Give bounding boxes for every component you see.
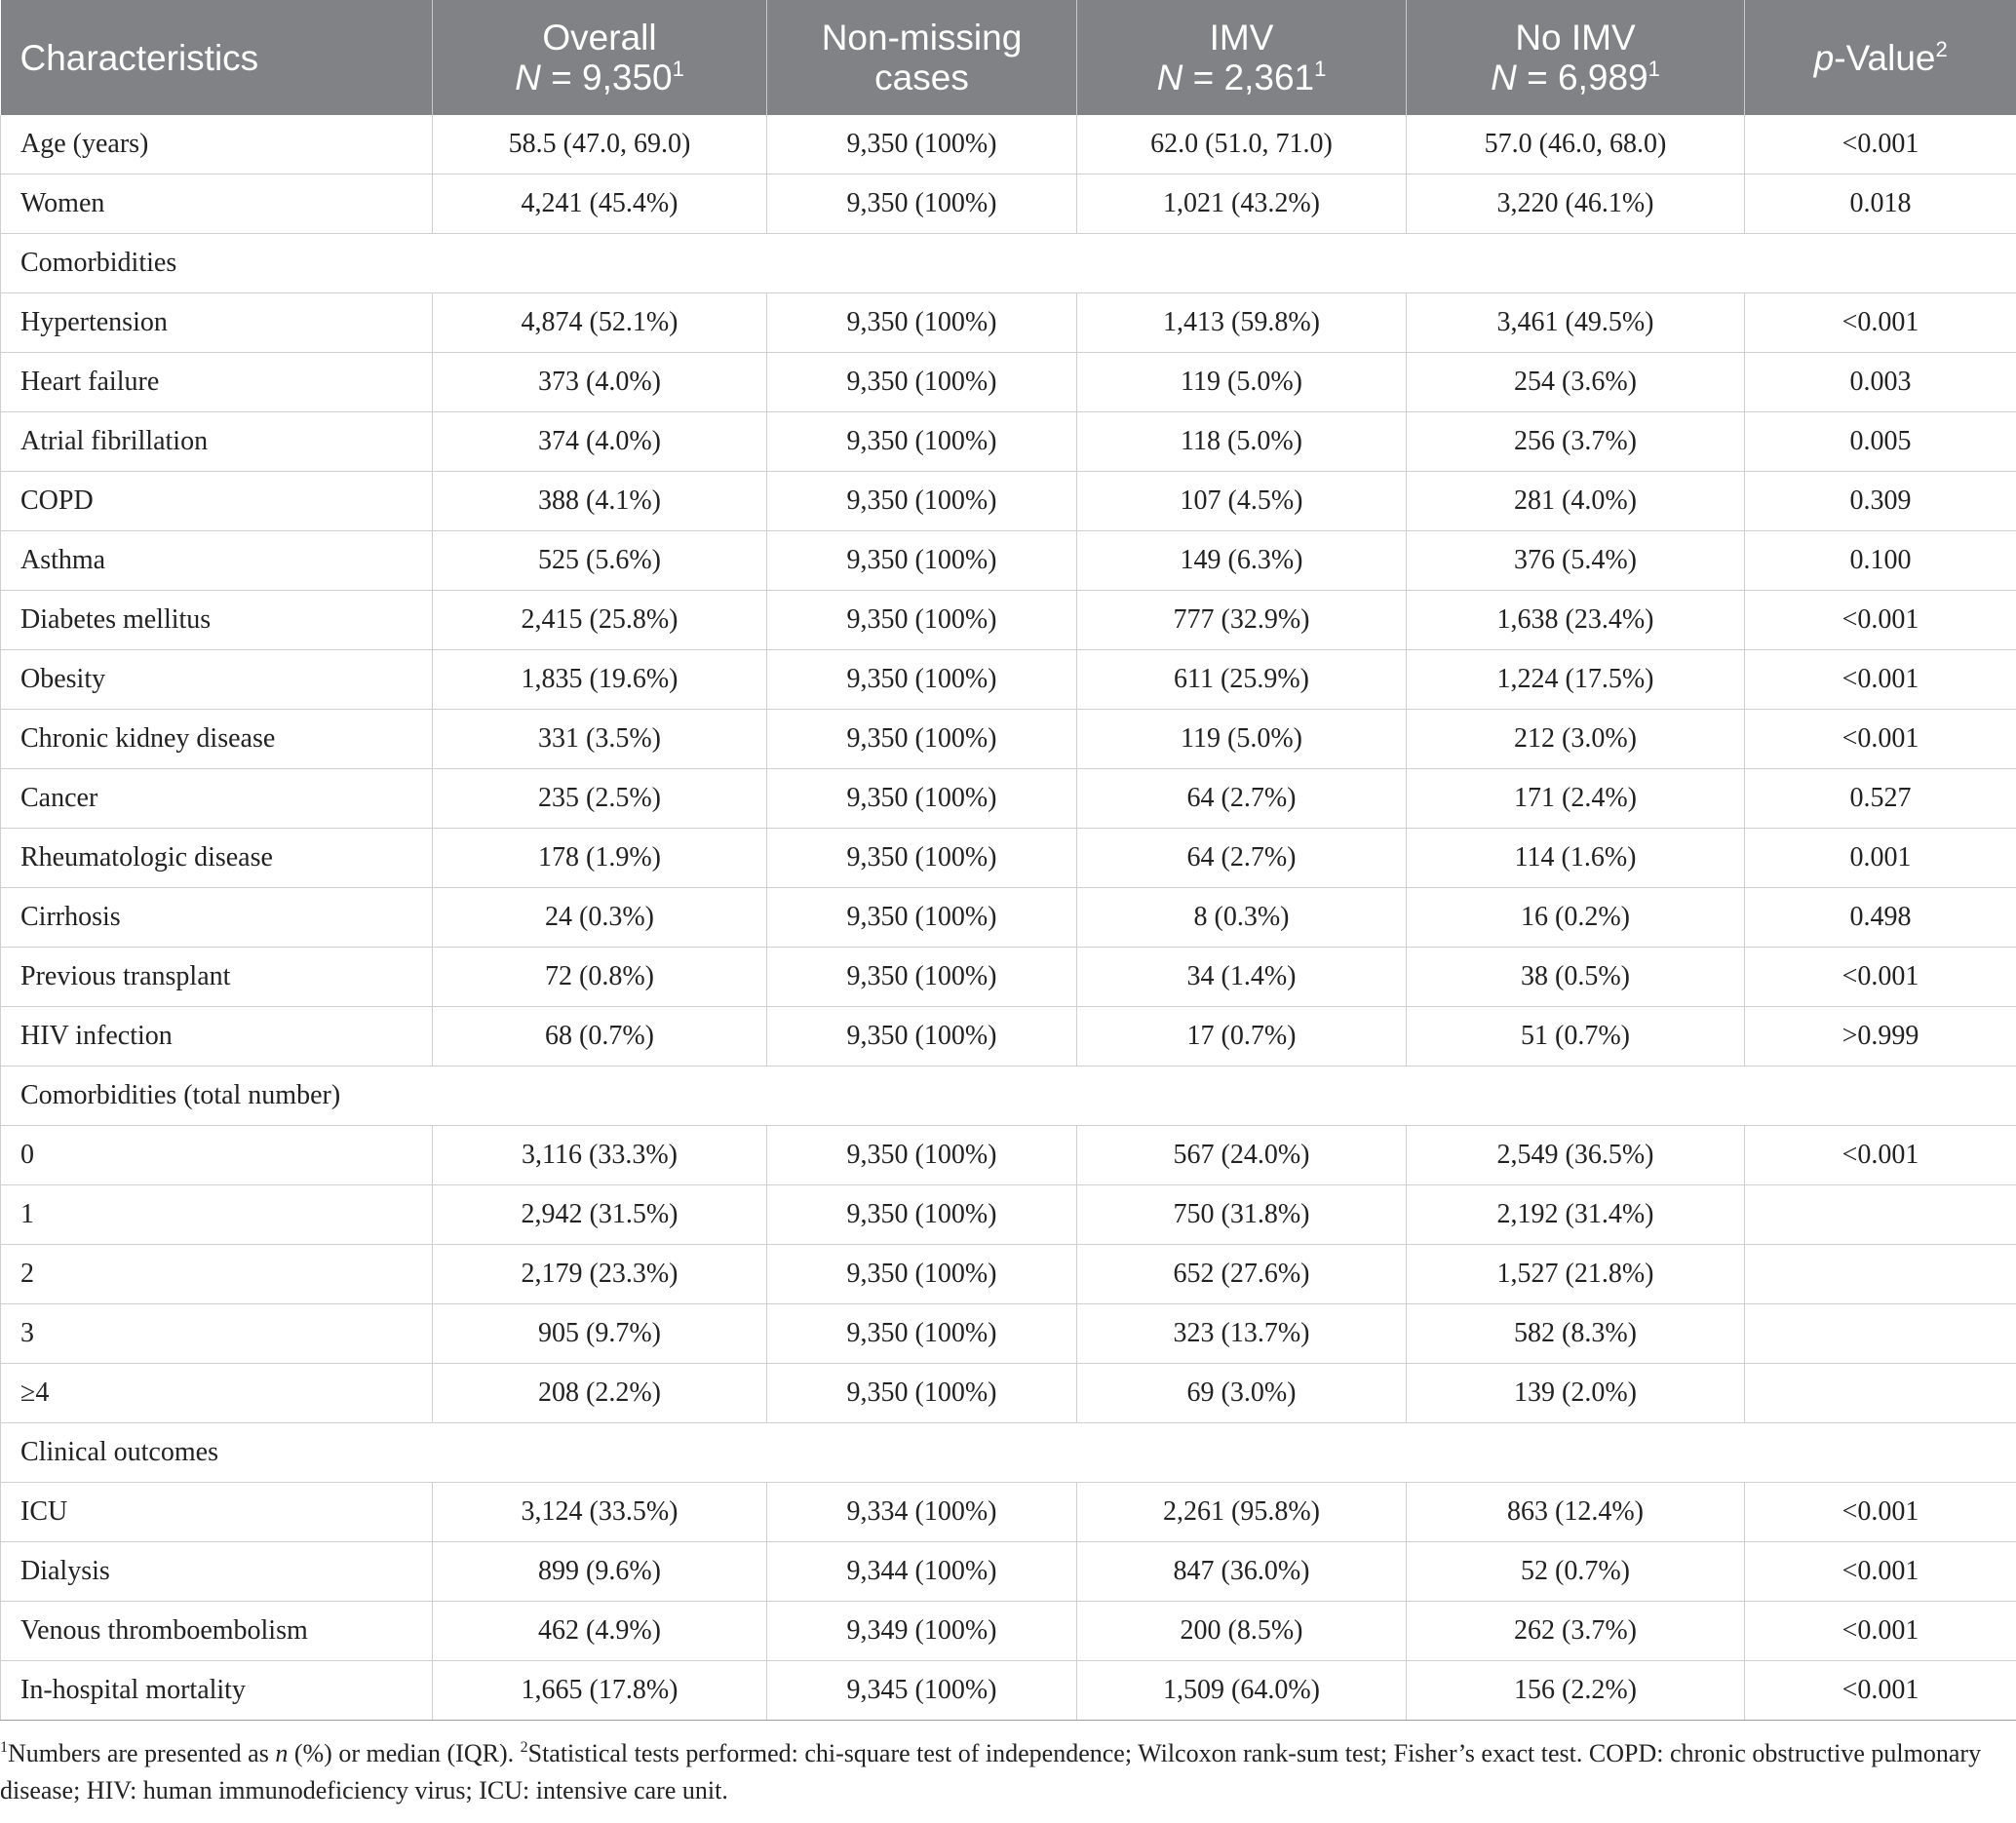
table-footnote xyxy=(0,1735,2008,1809)
row-label: In-hospital mortality xyxy=(1,1661,433,1721)
cell-pvalue: 0.309 xyxy=(1745,472,2016,531)
table-row xyxy=(1,769,2016,829)
cell-overall: 68 (0.7%) xyxy=(433,1007,767,1067)
cell-imv: 8 (0.3%) xyxy=(1077,888,1407,948)
cell-nonmissing: 9,350 (100%) xyxy=(767,650,1077,710)
row-label: Atrial fibrillation xyxy=(1,412,433,472)
cell-no-imv: 1,527 (21.8%) xyxy=(1407,1245,1745,1304)
table-row xyxy=(1,710,2016,769)
row-label: ≥4 xyxy=(1,1364,433,1423)
cell-nonmissing: 9,350 (100%) xyxy=(767,1126,1077,1185)
footnote-italic-n: n xyxy=(275,1739,289,1767)
cell-pvalue: 0.100 xyxy=(1745,531,2016,591)
cell-no-imv: 16 (0.2%) xyxy=(1407,888,1745,948)
cell-overall: 24 (0.3%) xyxy=(433,888,767,948)
cell-overall: 4,874 (52.1%) xyxy=(433,293,767,353)
row-label: 2 xyxy=(1,1245,433,1304)
cell-pvalue: 0.003 xyxy=(1745,353,2016,412)
cell-pvalue: 0.498 xyxy=(1745,888,2016,948)
table-row xyxy=(1,1245,2016,1304)
cell-imv: 750 (31.8%) xyxy=(1077,1185,1407,1245)
cell-nonmissing: 9,350 (100%) xyxy=(767,353,1077,412)
cell-nonmissing: 9,350 (100%) xyxy=(767,1304,1077,1364)
cell-pvalue: <0.001 xyxy=(1745,293,2016,353)
cell-no-imv: 57.0 (46.0, 68.0) xyxy=(1407,115,1745,175)
cell-overall: 178 (1.9%) xyxy=(433,829,767,888)
row-label: ICU xyxy=(1,1483,433,1542)
section-row xyxy=(1,1423,2016,1483)
cell-overall: 3,124 (33.5%) xyxy=(433,1483,767,1542)
table-row xyxy=(1,1007,2016,1067)
table-row xyxy=(1,175,2016,234)
cell-nonmissing: 9,344 (100%) xyxy=(767,1542,1077,1602)
row-label: Women xyxy=(1,175,433,234)
cell-no-imv: 376 (5.4%) xyxy=(1407,531,1745,591)
cell-imv: 1,509 (64.0%) xyxy=(1077,1661,1407,1721)
cell-nonmissing: 9,349 (100%) xyxy=(767,1602,1077,1661)
footnote-marker-2: 2 xyxy=(520,1739,528,1756)
cell-imv: 611 (25.9%) xyxy=(1077,650,1407,710)
row-label: Previous transplant xyxy=(1,948,433,1007)
table-row xyxy=(1,948,2016,1007)
cell-pvalue: 0.005 xyxy=(1745,412,2016,472)
cell-nonmissing: 9,350 (100%) xyxy=(767,948,1077,1007)
cell-no-imv: 281 (4.0%) xyxy=(1407,472,1745,531)
cell-overall: 2,415 (25.8%) xyxy=(433,591,767,650)
row-label: Diabetes mellitus xyxy=(1,591,433,650)
cell-no-imv: 51 (0.7%) xyxy=(1407,1007,1745,1067)
cell-imv: 777 (32.9%) xyxy=(1077,591,1407,650)
section-label: Clinical outcomes xyxy=(1,1423,2016,1483)
cell-pvalue xyxy=(1745,1364,2016,1423)
cell-pvalue: 0.527 xyxy=(1745,769,2016,829)
footnote-text-3: Statistical tests performed: chi-square test of independence; Wilcoxon rank-sum test; Fisher’s exact test. COPD: chronic obstructive pulmonary disease; HIV: human immunodeficiency virus; ICU: intensive care unit. xyxy=(0,1739,1982,1804)
cell-no-imv: 52 (0.7%) xyxy=(1407,1542,1745,1602)
cell-pvalue xyxy=(1745,1245,2016,1304)
cell-overall: 388 (4.1%) xyxy=(433,472,767,531)
row-label: Dialysis xyxy=(1,1542,433,1602)
table-row xyxy=(1,472,2016,531)
row-label: HIV infection xyxy=(1,1007,433,1067)
cell-pvalue: >0.999 xyxy=(1745,1007,2016,1067)
cell-no-imv: 2,192 (31.4%) xyxy=(1407,1185,1745,1245)
footnote-text-1: Numbers are presented as xyxy=(8,1739,276,1767)
cell-nonmissing: 9,350 (100%) xyxy=(767,829,1077,888)
cell-overall: 2,179 (23.3%) xyxy=(433,1245,767,1304)
cell-nonmissing: 9,350 (100%) xyxy=(767,412,1077,472)
row-label: Cirrhosis xyxy=(1,888,433,948)
cell-nonmissing: 9,345 (100%) xyxy=(767,1661,1077,1721)
cell-overall: 899 (9.6%) xyxy=(433,1542,767,1602)
cell-imv: 64 (2.7%) xyxy=(1077,769,1407,829)
cell-overall: 331 (3.5%) xyxy=(433,710,767,769)
cell-imv: 652 (27.6%) xyxy=(1077,1245,1407,1304)
table-row xyxy=(1,1304,2016,1364)
cell-overall: 208 (2.2%) xyxy=(433,1364,767,1423)
cell-nonmissing: 9,350 (100%) xyxy=(767,293,1077,353)
table-row xyxy=(1,293,2016,353)
table-row xyxy=(1,1126,2016,1185)
cell-no-imv: 3,461 (49.5%) xyxy=(1407,293,1745,353)
cell-imv: 17 (0.7%) xyxy=(1077,1007,1407,1067)
cell-imv: 69 (3.0%) xyxy=(1077,1364,1407,1423)
cell-pvalue: <0.001 xyxy=(1745,1602,2016,1661)
cell-nonmissing: 9,350 (100%) xyxy=(767,1364,1077,1423)
table-row xyxy=(1,829,2016,888)
table-row xyxy=(1,1364,2016,1423)
footnote-marker-1: 1 xyxy=(0,1739,8,1756)
cell-no-imv: 863 (12.4%) xyxy=(1407,1483,1745,1542)
cell-no-imv: 3,220 (46.1%) xyxy=(1407,175,1745,234)
cell-imv: 1,021 (43.2%) xyxy=(1077,175,1407,234)
col-header-overall: Overall $N = 9,350^1$ xyxy=(433,0,767,115)
cell-pvalue xyxy=(1745,1185,2016,1245)
col-header-no-imv: No IMV $N = 6,989^1$ xyxy=(1407,0,1745,115)
cell-overall: 1,835 (19.6%) xyxy=(433,650,767,710)
row-label: COPD xyxy=(1,472,433,531)
table-row xyxy=(1,888,2016,948)
cell-no-imv: 1,638 (23.4%) xyxy=(1407,591,1745,650)
row-label: Age (years) xyxy=(1,115,433,175)
cell-pvalue: <0.001 xyxy=(1745,710,2016,769)
cell-imv: 107 (4.5%) xyxy=(1077,472,1407,531)
table-row xyxy=(1,412,2016,472)
cell-pvalue: <0.001 xyxy=(1745,650,2016,710)
table-header xyxy=(1,0,2016,115)
cell-overall: 462 (4.9%) xyxy=(433,1602,767,1661)
cell-nonmissing: 9,350 (100%) xyxy=(767,175,1077,234)
cell-nonmissing: 9,350 (100%) xyxy=(767,115,1077,175)
cell-no-imv: 262 (3.7%) xyxy=(1407,1602,1745,1661)
cell-overall: 58.5 (47.0, 69.0) xyxy=(433,115,767,175)
cell-overall: 235 (2.5%) xyxy=(433,769,767,829)
cell-nonmissing: 9,350 (100%) xyxy=(767,591,1077,650)
cell-overall: 4,241 (45.4%) xyxy=(433,175,767,234)
section-label: Comorbidities xyxy=(1,234,2016,293)
cell-imv: 119 (5.0%) xyxy=(1077,353,1407,412)
cell-pvalue: 0.018 xyxy=(1745,175,2016,234)
cell-imv: 323 (13.7%) xyxy=(1077,1304,1407,1364)
cell-nonmissing: 9,350 (100%) xyxy=(767,472,1077,531)
cell-no-imv: 139 (2.0%) xyxy=(1407,1364,1745,1423)
cell-nonmissing: 9,350 (100%) xyxy=(767,1245,1077,1304)
cell-imv: 1,413 (59.8%) xyxy=(1077,293,1407,353)
cell-no-imv: 212 (3.0%) xyxy=(1407,710,1745,769)
cell-no-imv: 582 (8.3%) xyxy=(1407,1304,1745,1364)
footnote-text-2: (%) or median (IQR). xyxy=(288,1739,521,1767)
table-row xyxy=(1,531,2016,591)
table-row xyxy=(1,353,2016,412)
cell-imv: 119 (5.0%) xyxy=(1077,710,1407,769)
row-label: 1 xyxy=(1,1185,433,1245)
cell-no-imv: 1,224 (17.5%) xyxy=(1407,650,1745,710)
cell-nonmissing: 9,334 (100%) xyxy=(767,1483,1077,1542)
table-row xyxy=(1,1661,2016,1721)
cell-imv: 118 (5.0%) xyxy=(1077,412,1407,472)
section-row xyxy=(1,1067,2016,1126)
cell-no-imv: 2,549 (36.5%) xyxy=(1407,1126,1745,1185)
cell-pvalue: <0.001 xyxy=(1745,115,2016,175)
table-row xyxy=(1,1185,2016,1245)
cell-overall: 72 (0.8%) xyxy=(433,948,767,1007)
cell-nonmissing: 9,350 (100%) xyxy=(767,1185,1077,1245)
row-label: 3 xyxy=(1,1304,433,1364)
cell-nonmissing: 9,350 (100%) xyxy=(767,1007,1077,1067)
col-header-characteristics: Characteristics xyxy=(1,0,433,115)
cell-pvalue: 0.001 xyxy=(1745,829,2016,888)
row-label: Rheumatologic disease xyxy=(1,829,433,888)
row-label: 0 xyxy=(1,1126,433,1185)
col-header-nonmissing: Non-missing cases xyxy=(767,0,1077,115)
cell-pvalue: <0.001 xyxy=(1745,1483,2016,1542)
col-header-imv: IMV $N = 2,361^1$ xyxy=(1077,0,1407,115)
row-label: Obesity xyxy=(1,650,433,710)
cell-imv: 847 (36.0%) xyxy=(1077,1542,1407,1602)
cell-imv: 567 (24.0%) xyxy=(1077,1126,1407,1185)
cell-overall: 905 (9.7%) xyxy=(433,1304,767,1364)
cell-overall: 2,942 (31.5%) xyxy=(433,1185,767,1245)
cell-overall: 525 (5.6%) xyxy=(433,531,767,591)
cell-pvalue: <0.001 xyxy=(1745,1542,2016,1602)
cell-imv: 200 (8.5%) xyxy=(1077,1602,1407,1661)
cell-imv: 149 (6.3%) xyxy=(1077,531,1407,591)
section-label: Comorbidities (total number) xyxy=(1,1067,2016,1126)
section-row xyxy=(1,234,2016,293)
table-row xyxy=(1,650,2016,710)
cell-nonmissing: 9,350 (100%) xyxy=(767,531,1077,591)
row-label: Heart failure xyxy=(1,353,433,412)
cell-overall: 373 (4.0%) xyxy=(433,353,767,412)
cell-overall: 1,665 (17.8%) xyxy=(433,1661,767,1721)
table-row xyxy=(1,1483,2016,1542)
col-header-pvalue: p-Value$^2$ xyxy=(1745,0,2016,115)
cell-no-imv: 114 (1.6%) xyxy=(1407,829,1745,888)
row-label: Hypertension xyxy=(1,293,433,353)
row-label: Venous thromboembolism xyxy=(1,1602,433,1661)
cell-no-imv: 156 (2.2%) xyxy=(1407,1661,1745,1721)
cell-no-imv: 171 (2.4%) xyxy=(1407,769,1745,829)
cell-imv: 62.0 (51.0, 71.0) xyxy=(1077,115,1407,175)
table-row xyxy=(1,591,2016,650)
cell-no-imv: 256 (3.7%) xyxy=(1407,412,1745,472)
table-body xyxy=(1,115,2016,1721)
cell-nonmissing: 9,350 (100%) xyxy=(767,888,1077,948)
table-row xyxy=(1,115,2016,175)
cell-imv: 34 (1.4%) xyxy=(1077,948,1407,1007)
cell-no-imv: 254 (3.6%) xyxy=(1407,353,1745,412)
cell-no-imv: 38 (0.5%) xyxy=(1407,948,1745,1007)
cell-pvalue xyxy=(1745,1304,2016,1364)
cell-nonmissing: 9,350 (100%) xyxy=(767,710,1077,769)
table-row xyxy=(1,1602,2016,1661)
cell-overall: 374 (4.0%) xyxy=(433,412,767,472)
row-label: Asthma xyxy=(1,531,433,591)
cell-overall: 3,116 (33.3%) xyxy=(433,1126,767,1185)
cell-pvalue: <0.001 xyxy=(1745,591,2016,650)
row-label: Chronic kidney disease xyxy=(1,710,433,769)
cell-imv: 2,261 (95.8%) xyxy=(1077,1483,1407,1542)
table-row xyxy=(1,1542,2016,1602)
cell-nonmissing: 9,350 (100%) xyxy=(767,769,1077,829)
header-row xyxy=(1,0,2016,115)
cell-pvalue: <0.001 xyxy=(1745,1126,2016,1185)
cell-pvalue: <0.001 xyxy=(1745,1661,2016,1721)
cell-imv: 64 (2.7%) xyxy=(1077,829,1407,888)
cell-pvalue: <0.001 xyxy=(1745,948,2016,1007)
row-label: Cancer xyxy=(1,769,433,829)
